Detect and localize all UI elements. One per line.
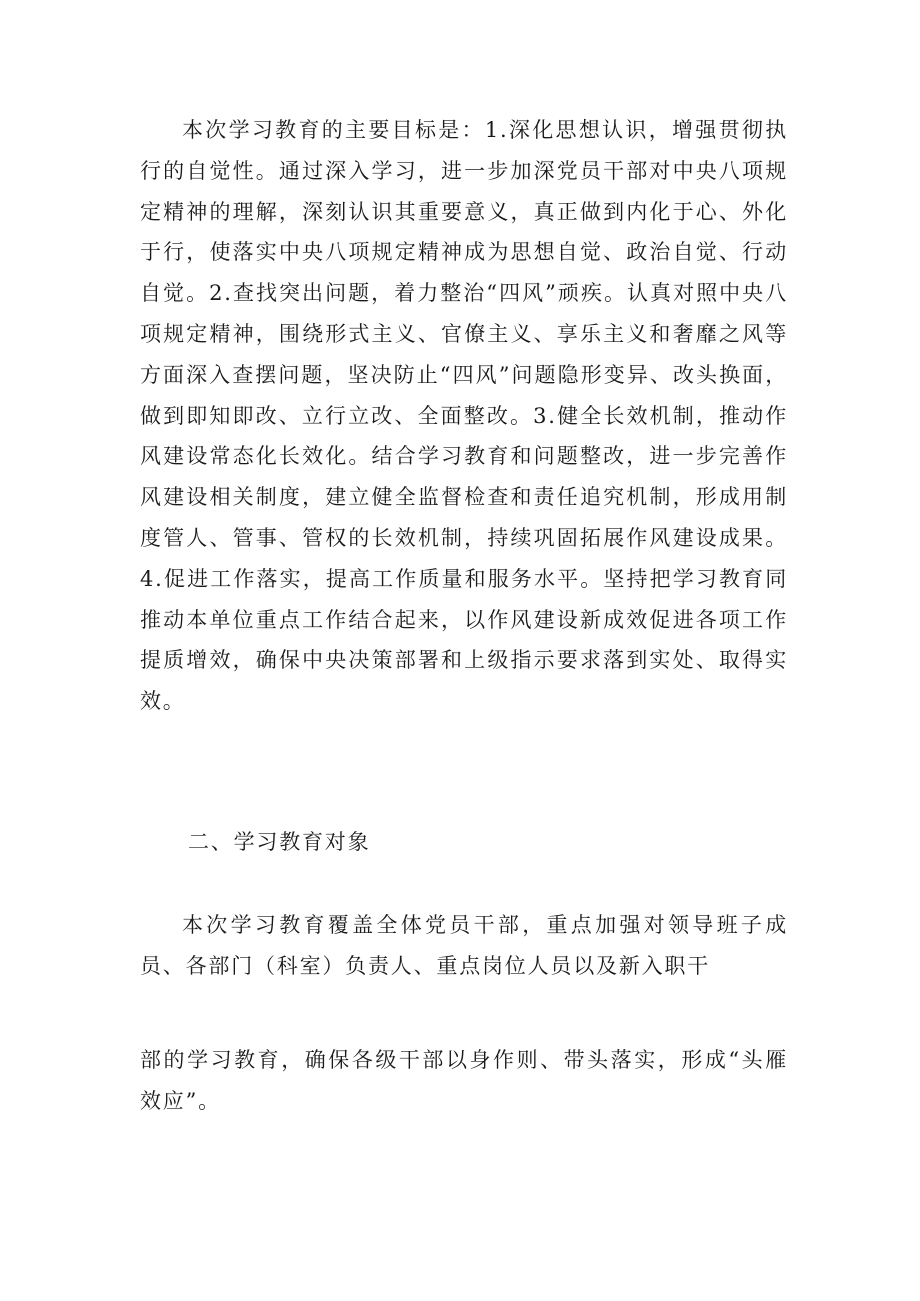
paragraph-goals: 本次学习教育的主要目标是：1.深化思想认识，增强贯彻执行的自觉性。通过深入学习，进一步加深党员干部对中央八项规定精神的理解，深刻认识其重要意义，真正做到内化于心、外化于行，使落实中央八项规定精神成为思想自觉、政治自觉、行动自觉。2.查找突出问题，着力整治“四风”顽疾。认真对照中央八项规定精神，围绕形式主义、官僚主义、享乐主义和奢靡之风等方面深入查摆问题，坚决防止“四风”问题隐形变异、改头换面，做到即知即改、立行立改、全面整改。3.健全长效机制，推动作风建设常态化长效化。结合学习教育和问题整改，进一步完善作风建设相关制度，建立健全监督检查和责任追究机制，形成用制度管人、管事、管权的长效机制，持续巩固拓展作风建设成果。4.促进工作落实，提高工作质量和服务水平。坚持把学习教育同推动本单位重点工作结合起来，以作风建设新成效促进各项工作提质增效，确保中央决策部署和上级指示要求落到实处、取得实效。 <box>140 118 788 714</box>
paragraph-targets-part2: 部的学习教育，确保各级干部以身作则、带头落实，形成“头雁效应”。 <box>140 1048 788 1113</box>
paragraph-targets-part1: 本次学习教育覆盖全体党员干部，重点加强对领导班子成员、各部门（科室）负责人、重点岗位人员以及新入职干 <box>140 913 788 978</box>
section-heading: 二、学习教育对象 <box>188 830 371 854</box>
